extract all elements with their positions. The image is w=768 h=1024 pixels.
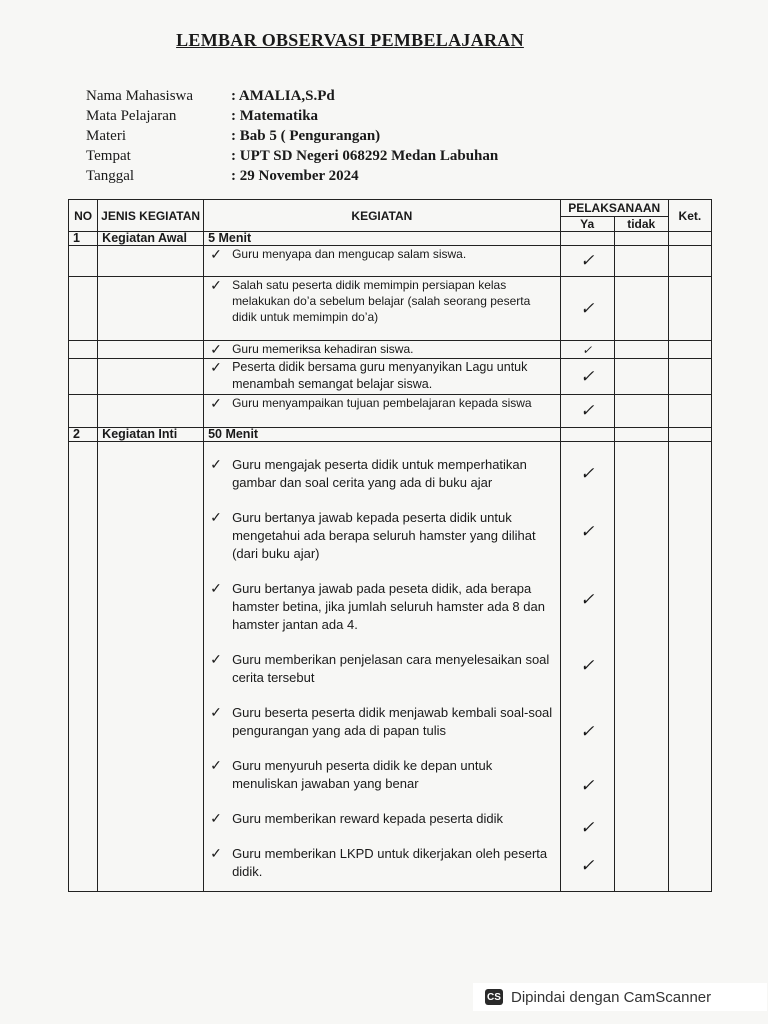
checkmark-icon: ✓ bbox=[210, 246, 222, 262]
info-label: Tanggal bbox=[86, 168, 135, 184]
checkmark-icon: ✓ bbox=[210, 651, 222, 667]
header-ket: Ket. bbox=[668, 200, 711, 232]
checkmark-icon: ✓ bbox=[210, 341, 222, 357]
header-ya: Ya bbox=[560, 217, 614, 232]
checkmark-icon: ✓ bbox=[210, 757, 222, 773]
kegiatan-text: Guru memeriksa kehadiran siswa. bbox=[232, 342, 414, 356]
table-row bbox=[69, 442, 712, 892]
checkmark-icon: ✓ bbox=[210, 704, 222, 720]
kegiatan-text: Guru bertanya jawab kepada peserta didik untuk mengetahui ada berapa seluruh hamster yang dilihat (dari buku ajar) bbox=[232, 510, 536, 561]
camscanner-watermark bbox=[473, 983, 767, 1011]
ya-check: ✓ bbox=[580, 522, 595, 541]
ya-check: ✓ bbox=[560, 359, 614, 395]
section-row bbox=[69, 428, 712, 442]
section-durasi: 50 Menit bbox=[204, 428, 561, 442]
ya-check: ✓ bbox=[580, 590, 595, 609]
table-row bbox=[69, 341, 712, 359]
ya-check: ✓ bbox=[580, 464, 595, 483]
info-row bbox=[86, 106, 498, 126]
kegiatan-text: Guru mengajak peserta didik untuk memperhatikan gambar dan soal cerita yang ada di buku ajar bbox=[232, 457, 527, 490]
checkmark-icon: ✓ bbox=[210, 277, 222, 293]
kegiatan-text: Guru menyampaikan tujuan pembelajaran kepada siswa bbox=[232, 396, 532, 410]
header-kegiatan: KEGIATAN bbox=[204, 200, 561, 232]
section-no: 1 bbox=[69, 232, 98, 246]
section-durasi: 5 Menit bbox=[204, 232, 561, 246]
info-block bbox=[86, 86, 498, 186]
ya-check: ✓ bbox=[580, 722, 595, 741]
info-label: Tempat bbox=[86, 148, 131, 164]
section-row bbox=[69, 232, 712, 246]
section-jenis: Kegiatan Awal bbox=[98, 232, 204, 246]
info-value: : Matematika bbox=[231, 108, 319, 124]
checkmark-icon: ✓ bbox=[210, 395, 222, 411]
info-row bbox=[86, 166, 498, 186]
table-row bbox=[69, 277, 712, 341]
ya-check: ✓ bbox=[580, 776, 595, 795]
kegiatan-text: Salah satu peserta didik memimpin persiapan kelas melakukan do’a sebelum belajar (salah seorang peserta didik untuk memimpin do’a) bbox=[232, 278, 531, 324]
header-jenis: JENIS KEGIATAN bbox=[98, 200, 204, 232]
checkmark-icon: ✓ bbox=[210, 845, 222, 861]
checkmark-icon: ✓ bbox=[210, 509, 222, 525]
info-label: Nama Mahasiswa bbox=[86, 88, 194, 104]
header-no: NO bbox=[69, 200, 98, 232]
info-value: : Bab 5 ( Pengurangan) bbox=[231, 128, 381, 144]
kegiatan-text: Guru menyuruh peserta didik ke depan untuk menuliskan jawaban yang benar bbox=[232, 758, 493, 791]
checkmark-icon: ✓ bbox=[210, 359, 222, 375]
kegiatan-text: Guru memberikan penjelasan cara menyelesaikan soal cerita tersebut bbox=[232, 652, 550, 685]
kegiatan-text: Guru memberikan LKPD untuk dikerjakan oleh peserta didik. bbox=[232, 846, 548, 879]
kegiatan-text: Peserta didik bersama guru menyanyikan Lagu untuk menambah semangat belajar siswa. bbox=[232, 360, 528, 391]
kegiatan-text: Guru menyapa dan mengucap salam siswa. bbox=[232, 247, 467, 261]
info-label: Materi bbox=[86, 128, 126, 144]
page-title: LEMBAR OBSERVASI PEMBELAJARAN bbox=[176, 30, 524, 50]
header-tidak: tidak bbox=[614, 217, 668, 232]
ya-check: ✓ bbox=[560, 341, 614, 359]
ya-check: ✓ bbox=[580, 656, 595, 675]
info-value: : UPT SD Negeri 068292 Medan Labuhan bbox=[231, 148, 499, 164]
kegiatan-text: Guru beserta peserta didik menjawab kembali soal-soal pengurangan yang ada di papan tulis bbox=[232, 705, 553, 738]
section-no: 2 bbox=[69, 428, 98, 442]
info-row bbox=[86, 146, 498, 166]
ya-check-column bbox=[560, 442, 614, 892]
info-value: : 29 November 2024 bbox=[231, 168, 359, 184]
checkmark-icon: ✓ bbox=[210, 580, 222, 596]
info-row bbox=[86, 126, 498, 146]
observation-table bbox=[68, 199, 712, 892]
kegiatan-text: Guru bertanya jawab pada peseta didik, ada berapa hamster betina, jika jumlah seluruh hamster ada 8 dan hamster jantan ada 4. bbox=[232, 581, 545, 632]
header-pelaksanaan: PELAKSANAAN bbox=[560, 200, 668, 217]
ya-check: ✓ bbox=[580, 818, 595, 837]
kegiatan-text: Guru memberikan reward kepada peserta didik bbox=[232, 811, 504, 826]
ya-check: ✓ bbox=[560, 277, 614, 341]
watermark-text: Dipindai dengan CamScanner bbox=[511, 988, 712, 1006]
ya-check: ✓ bbox=[580, 856, 595, 875]
ya-check: ✓ bbox=[560, 246, 614, 277]
table-row bbox=[69, 359, 712, 395]
info-value: : AMALIA,S.Pd bbox=[231, 88, 335, 104]
checkmark-icon: ✓ bbox=[210, 810, 222, 826]
camscanner-logo: CS bbox=[485, 989, 503, 1005]
section-jenis: Kegiatan Inti bbox=[98, 428, 204, 442]
info-label: Mata Pelajaran bbox=[86, 108, 177, 124]
info-row bbox=[86, 86, 498, 106]
checkmark-icon: ✓ bbox=[210, 456, 222, 472]
ya-check: ✓ bbox=[560, 395, 614, 428]
table-row bbox=[69, 246, 712, 277]
table-row bbox=[69, 395, 712, 428]
